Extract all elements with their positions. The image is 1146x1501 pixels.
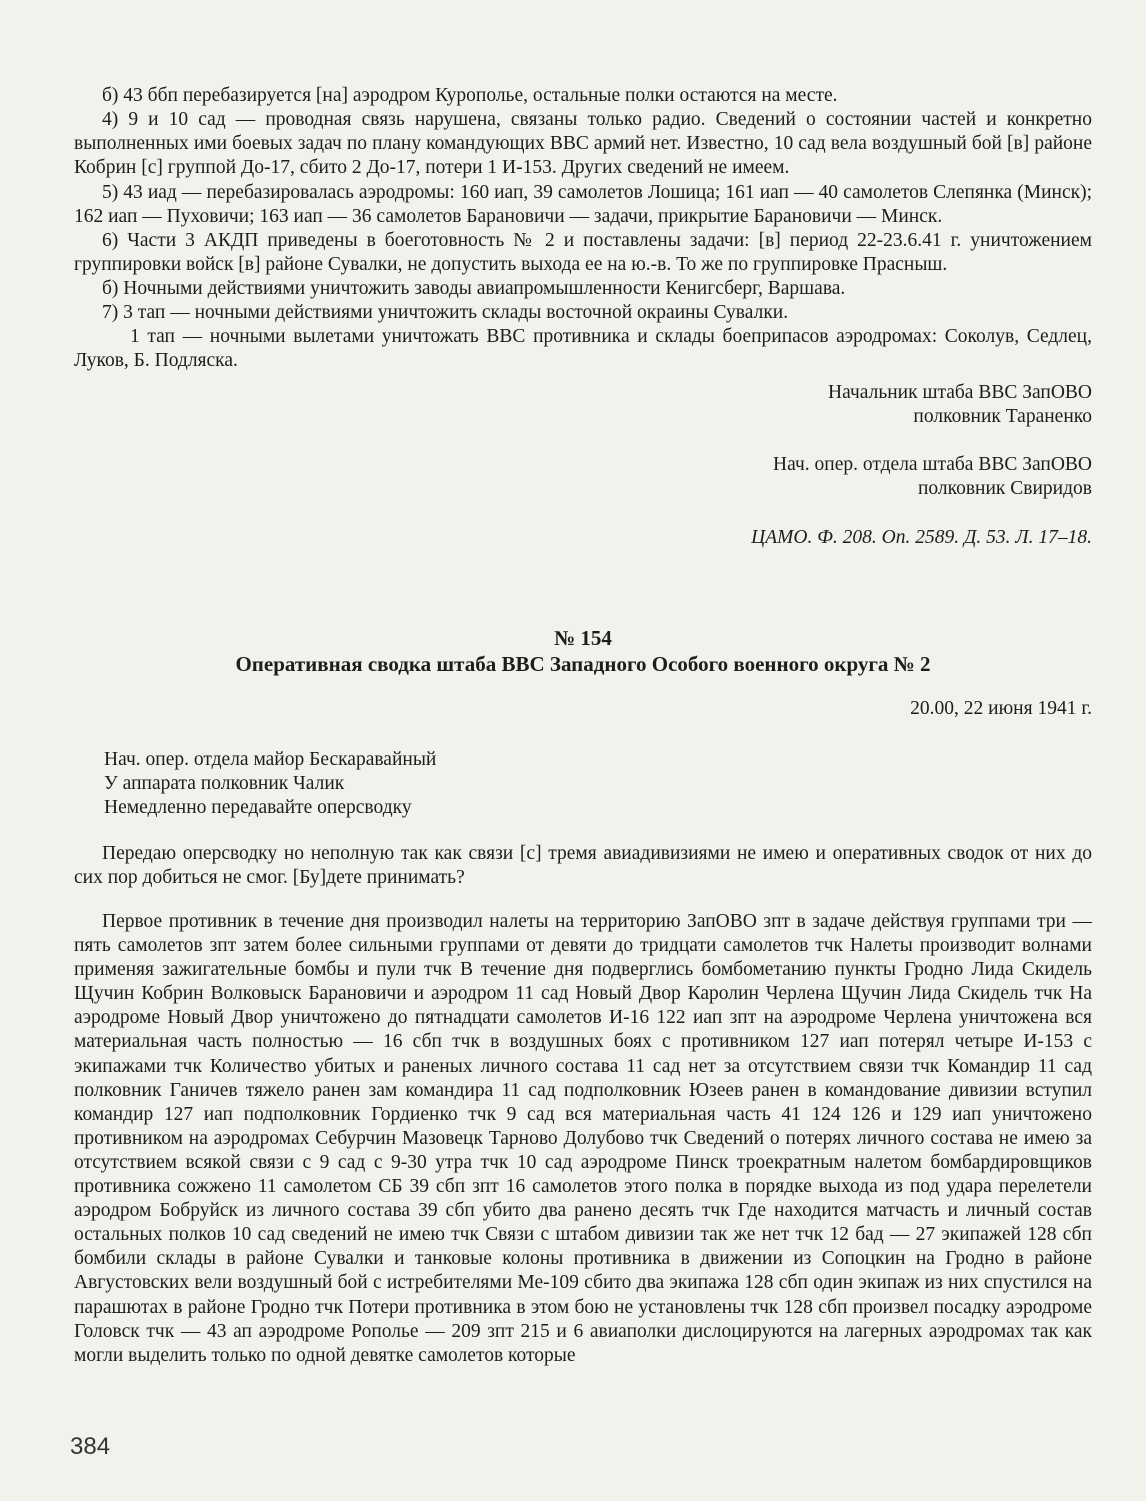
document-number: № 154 <box>554 626 612 650</box>
document-title: Оперативная сводка штаба ВВС Западного Особого военного округа № 2 <box>235 652 931 676</box>
paragraph-3-akdp: 6) Части 3 АКДП приведены в боеготовность № 2 и поставлены задачи: [в] период 22-23.6.41 г. уничтожением группировки войск [в] районе Сувалки, не допустить выхода ее на ю.-в. То же по группировке Прасныш. <box>74 230 1092 276</box>
paragraph-43-iad: 5) 43 иад — перебазировалась аэродромы: 160 иап, 39 самолетов Лошица; 161 иап — 40 самолетов Слепянка (Минск); 162 иап — Пуховичи; 163 иап — 36 самолетов Барановичи — задачи, прикрытие Барановичи — Минск. <box>74 182 1092 228</box>
signature-2-name: полковник Свиридов <box>917 478 1092 499</box>
signature-1-name: полковник Тараненко <box>913 406 1092 427</box>
address-line-1: Нач. опер. отдела майор Бескаравайный <box>104 749 437 770</box>
paragraph-main-report: Первое противник в течение дня производил налеты на территорию ЗапОВО зпт в задаче действуя группами три — пять самолетов зпт затем более сильными группами от девяти до тридцати самолетов тчк Налеты производит волнами применяя зажигательные бомбы и пули тчк В течение дня подверглись бомбометанию пункты Гродно Лида Скидель Щучин Кобрин Волковыск Барановичи и аэродром 11 сад Новый Двор Каролин Черлена Щучин Лида Скидель тчк На аэродроме Новый Двор уничтожено до пятнадцати самолетов И-16 122 иап зпт на аэродроме Черлена уничтожена вся материальная часть полностью — 16 сбп тчк в воздушных боях с противником 127 иап потерял четыре И-153 с экипажами тчк Количество убитых и раненых личного состава 11 сад нет за отсутствием связи тчк Командир 11 сад полковник Ганичев тяжело ранен зам командира 11 сад подполковник Юзеев ранен в командование дивизии вступил командир 127 иап подполковник Гордиенко тчк 9 сад вся материальная часть 41 124 126 и 129 иап уничтожено противником на аэродромах Себурчин Мазовецк Тарново Долубово тчк Сведений о потерях личного состава не имею за отсутствием всякой связи с 9 сад с 9-30 утра тчк 10 сад аэродроме Пинск троекратным налетом бомбардировщиков противника сожжено 11 самолетом СБ 39 сбп зпт 16 самолетов этого полка в порядке выхода из под удара перелетели аэродром Бобруйск из личного состава 39 сбп убито два ранено десять тчк Где находится матчасть и личный состав остальных полков 10 сад сведений не имею тчк Связи с штабом дивизии так же нет тчк 12 бад — 27 экипажей 128 сбп бомбили склады в районе Сувалки и танковые колоны противника в движении из Сопоцкин на Гродно в районе Августовских вели воздушный бой с истребителями Ме-109 сбито два экипажа 128 сбп один экипаж из них спустился на парашютах в районе Гродно тчк Потери противника в этом бою не установлены тчк 128 сбп произвел посадку аэродроме Головск тчк — 43 ап аэродроме Рополье — 209 зпт 215 и 6 авиаполки дислоцируются на лагерных аэродромах так как могли выделить только по одной девятке самолетов которые <box>74 911 1092 1366</box>
address-line-3: Немедленно передавайте оперсводку <box>104 797 412 818</box>
page-number: 384 <box>70 1433 111 1460</box>
document-date: 20.00, 22 июня 1941 г. <box>910 698 1092 719</box>
signature-1-title: Начальник штаба ВВС ЗапОВО <box>828 382 1092 403</box>
paragraph-43bbp: б) 43 ббп перебазируется [на] аэродром Курополье, остальные полки остаются на месте. <box>102 85 838 106</box>
paragraph-3-tap: 7) 3 тап — ночными действиями уничтожить склады восточной окраины Сувалки. <box>102 302 789 323</box>
archive-reference: ЦАМО. Ф. 208. Оп. 2589. Д. 53. Л. 17–18. <box>751 527 1092 548</box>
paragraph-transfer: Передаю оперсводку но неполную так как связи [с] тремя авиадивизиями не имею и оперативных сводок от них до сих пор добиться не смог. [Бу]дете принимать? <box>74 843 1092 889</box>
address-line-2: У аппарата полковник Чалик <box>104 773 345 794</box>
signature-2-title: Нач. опер. отдела штаба ВВС ЗапОВО <box>773 454 1092 475</box>
paragraph-night-actions: б) Ночными действиями уничтожить заводы авиапромышленности Кенигсберг, Варшава. <box>102 278 846 299</box>
paragraph-9-10-sad: 4) 9 и 10 сад — проводная связь нарушена, связаны только радио. Сведений о состоянии частей и конкретно выполненных ими боевых задач по плану командующих ВВС армий нет. Известно, 10 сад вела воздушный бой [в] районе Кобрин [с] группой До-17, сбито 2 До-17, потери 1 И-153. Других сведений не имеем. <box>74 109 1092 179</box>
paragraph-1-tap: 1 тап — ночными вылетами уничтожать ВВС противника и склады боеприпасов аэродромах: Соколув, Седлец, Луков, Б. Подляска. <box>74 326 1092 372</box>
